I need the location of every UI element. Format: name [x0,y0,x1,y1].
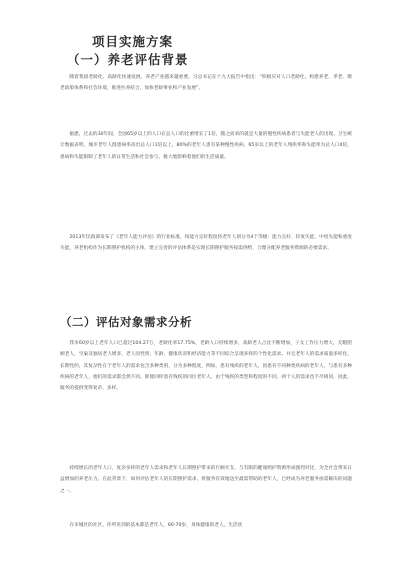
document-title: 项目实施方案 [92,34,174,49]
section-heading-background: （一）养老评估背景 [67,52,189,67]
paragraph-4: 我市60岁以上老年人口已超过104.27万，老龄化率17.75%，老龄人口持续增多，高龄老人占比不断增加，子女工作压力增大，无暇照顾老人，空巢及独居老人增多，老人因性别、年龄、健康状况和经济能力等不同综合呈现多样的个性化需求。并且老年人的需求质量多样化，长期性的，其复杂性在于老年人的需求包含多种类别，分为多种程度，例如，患有残疾的老年人，因患有不同种类疾病的老年人，与患有多种疾病的老年人，他们的需求都会然不同。即使同样患有残疾的同位老年人，由于残疾的类型和程度的不同，两个人的需求也不尽相同，因此，服务的提供变得复杂、多样。 [60,341,352,392]
paragraph-1: 随着我国老龄化、高龄化快速发展，养老产业越来越重要。习总书记在十九大报告中指出：“积极应对人口老龄化，构建养老、孝老、敬老政策体系和社会环境，推进医养结合，加快老龄事业和产业发展”。 [60,75,352,92]
paragraph-6: 在市城区的社区，你所见到的基本都是老年人，60-70岁，身体健康的老人，生活状 [69,523,243,528]
paragraph-block [60,463,352,497]
paragraph-block [60,338,352,394]
paragraph-2: 据悉，过去的30年间，全国65岁以上的人口在总人口的比重增长了1倍，随之而来的就是大量的慢性疾病患者与失能老人的出现。卫生统计数据表明，城市老年人群患病率高出总人口1倍以上，80%的老年人患有某种慢性疾病，65岁以上的老年人残疾率和失能率为总人口4倍，患病和失能限制了老年人的日常生活和社会参与，极大地影响着他们的生活质量。 [60,132,352,160]
paragraph-block [60,520,352,531]
section-heading-demand-analysis: （二）评估对象需求分析 [60,315,192,329]
paragraph-5: 持续增长的老年人口，复杂多样的老年人需求和老年人长期照护带来的巨额开支，与有限的健康照护资源形成强烈对比，为全社会带来日益增加的养老压力。在此背景下，如何评估老年人的长期照护需求，将服务有效地送至最需帮助的老年人，已经成为养老服务亟需解决的问题之一。 [60,466,352,494]
paragraph-block [60,129,352,163]
paragraph-3: 2013年民政部发布了《老年人能力评估》的行业标准，按能力完好程度将老年人划分为4个等级：能力完好、轻度失能、中度失能和重度失能，养老机构作为长期照护机构的主体，建立完善的评估体系是实现长期照护服务按需供给，合理分配养老服务资源的必要需求。 [60,235,352,252]
paragraph-block [60,232,352,255]
paragraph-block [60,72,352,95]
